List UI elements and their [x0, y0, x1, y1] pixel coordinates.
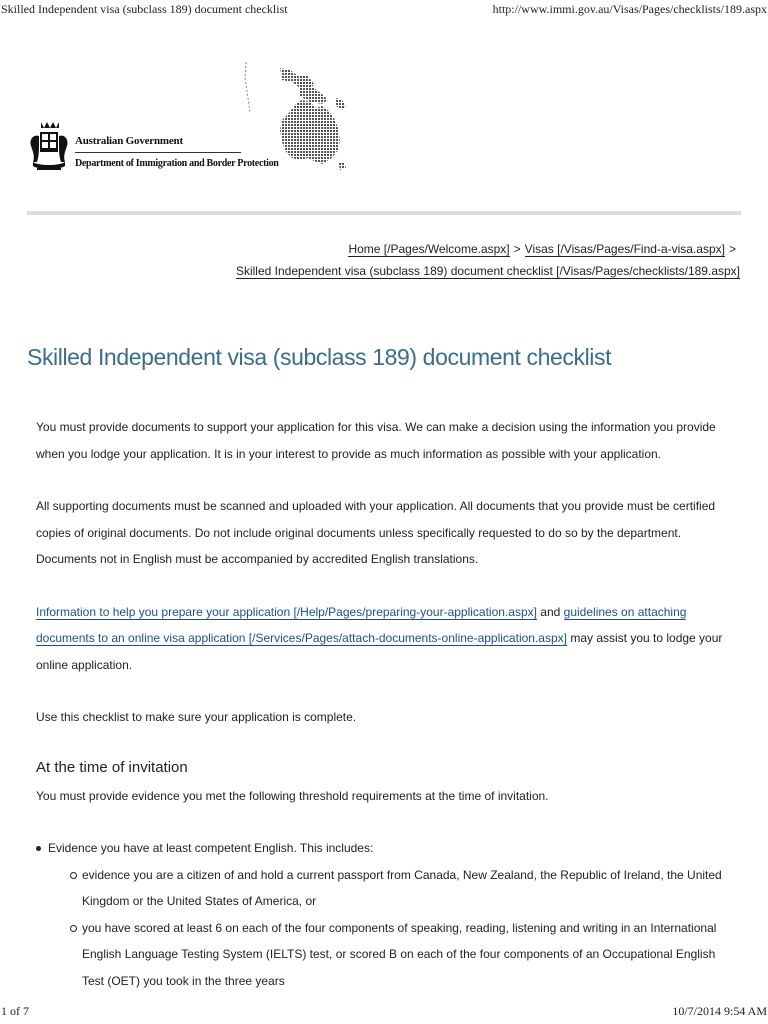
print-header-url: http://www.immi.gov.au/Visas/Pages/checklists/189.aspx — [492, 2, 767, 16]
government-logo[interactable] — [27, 118, 279, 178]
page-number: 1 of 7 — [1, 1004, 29, 1018]
section-intro: You must provide evidence you met the following threshold requirements at the time of invitation. — [36, 788, 549, 803]
requirements-list — [36, 835, 736, 994]
sub-list — [48, 862, 736, 995]
sub-list-item: evidence you are a citizen of and hold a current passport from Canada, New Zealand, the Republic of Ireland, the United Kingdom or the United States of America, or — [70, 862, 736, 915]
checklist-paragraph: Use this checklist to make sure your application is complete. — [36, 710, 357, 724]
australia-map-graphic — [240, 58, 370, 180]
breadcrumb-visas-link[interactable]: Visas [/Visas/Pages/Find-a-visa.aspx] — [524, 242, 725, 256]
documents-paragraph: All supporting documents must be scanned and uploaded with your application. All documents that you provide must be certified copies of original documents. Do not include original documents unless specifically requested to do so by the department. Documents not in English must be accompanied by accredited English translations. — [36, 499, 716, 566]
government-name: Australian Government — [75, 135, 183, 147]
print-datetime: 10/7/2014 9:54 AM — [672, 1004, 767, 1018]
print-header — [0, 2, 768, 18]
main-content — [36, 414, 736, 994]
breadcrumb-separator: > — [728, 242, 736, 256]
sub-list-item: you have scored at least 6 on each of the four components of speaking, reading, listening and writing in an International English Language Testing System (IELTS) test, or scored B on each of the four components of an Occupational English Test (OET) you took in the three years — [70, 915, 736, 995]
list-item — [36, 835, 736, 994]
logo-divider — [75, 152, 241, 153]
print-header-title: Skilled Independent visa (subclass 189) document checklist — [1, 2, 288, 16]
print-footer — [0, 1004, 768, 1020]
attach-documents-link[interactable]: guidelines on attaching documents to an online visa application [/Services/Pages/attach-documents-online-application.aspx] — [36, 604, 687, 645]
breadcrumb-separator: > — [513, 242, 521, 256]
help-paragraph-tail: may assist you to lodge your online application. — [36, 631, 723, 672]
help-paragraph-conjunction: and — [536, 604, 564, 619]
help-paragraph — [36, 599, 736, 679]
breadcrumb-current-link[interactable]: Skilled Independent visa (subclass 189) document checklist [/Visas/Pages/checklists/189.aspx] — [235, 264, 740, 278]
coat-of-arms-icon — [27, 118, 71, 174]
breadcrumb-home-link[interactable]: Home [/Pages/Welcome.aspx] — [348, 242, 510, 256]
prepare-application-link[interactable]: Information to help you prepare your application [/Help/Pages/preparing-your-application.aspx] — [36, 604, 537, 619]
breadcrumb — [180, 238, 740, 282]
section-heading: At the time of invitation — [36, 758, 188, 776]
header-divider — [27, 211, 741, 215]
department-name: Department of Immigration and Border Protection — [75, 158, 279, 169]
list-item-text: Evidence you have at least competent English. This includes: — [48, 841, 374, 855]
intro-paragraph: You must provide documents to support your application for this visa. We can make a decision using the information you provide when you lodge your application. It is in your interest to provide as much information as possible with your application. — [36, 420, 716, 461]
page-title: Skilled Independent visa (subclass 189) document checklist — [27, 344, 612, 370]
